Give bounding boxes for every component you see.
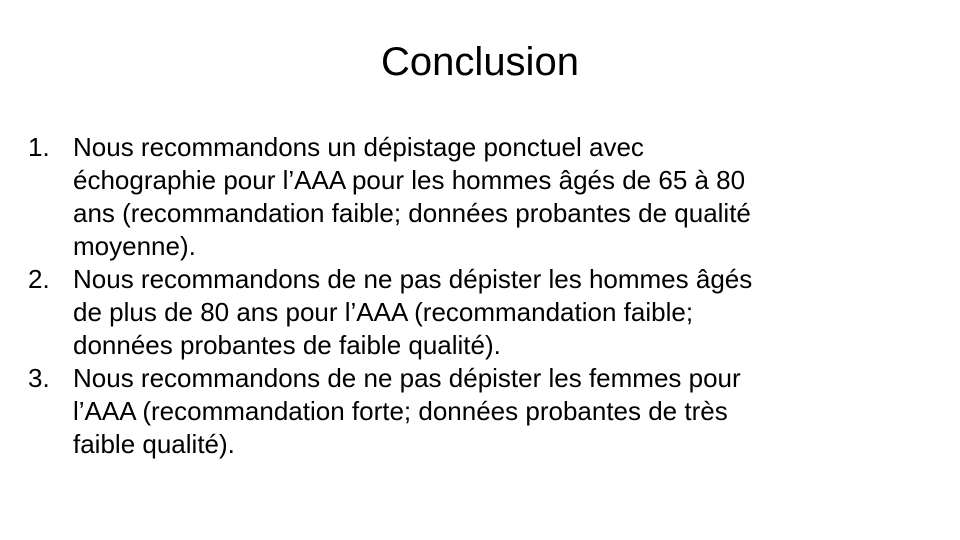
slide-title: Conclusion [381, 40, 579, 84]
list-item-line: l’AAA (recommandation forte; données probantes de très [73, 396, 728, 426]
list-item-1 [28, 131, 928, 263]
list-item-number: 3. [28, 363, 50, 393]
list-item-line: ans (recommandation faible; données probantes de qualité [73, 198, 751, 228]
list-item-line: de plus de 80 ans pour l’AAA (recommandation faible; [73, 297, 694, 327]
list-item-3 [28, 362, 928, 461]
conclusion-list [28, 131, 928, 461]
list-item-2 [28, 263, 928, 362]
list-item-line: moyenne). [73, 231, 196, 261]
list-item-line: échographie pour l’AAA pour les hommes âgés de 65 à 80 [73, 165, 746, 195]
list-item-line: Nous recommandons un dépistage ponctuel avec [73, 132, 644, 162]
list-item-line: faible qualité). [73, 429, 235, 459]
list-item-number: 1. [28, 132, 50, 162]
list-item-line: données probantes de faible qualité). [73, 330, 501, 360]
list-item-line: Nous recommandons de ne pas dépister les femmes pour [73, 363, 741, 393]
list-item-line: Nous recommandons de ne pas dépister les hommes âgés [73, 264, 753, 294]
list-item-number: 2. [28, 264, 50, 294]
